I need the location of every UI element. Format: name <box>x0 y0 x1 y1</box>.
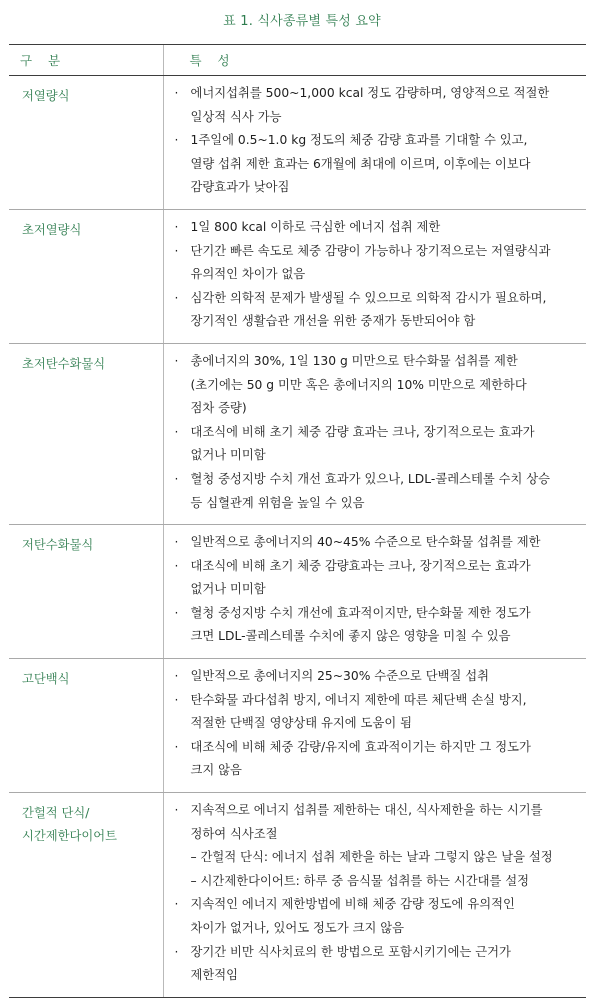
row-category <box>9 343 163 524</box>
item-text-line: 에너지섭취를 500~1,000 kcal 정도 감량하며, 영양적으로 적절한 <box>190 86 550 100</box>
table-body <box>9 76 586 998</box>
category-label-line: 초저탄수화물식 <box>22 356 106 371</box>
item-text-line: 등 심혈관계 위험을 높일 수 있음 <box>190 495 365 510</box>
bullet-icon: · <box>174 290 179 305</box>
list-item <box>164 240 583 287</box>
item-text-line: 혈청 중성지방 수치 개선 효과가 있으나, LDL-콜레스테롤 수치 상승 <box>190 471 551 486</box>
bullet-icon: · <box>174 739 179 754</box>
list-item <box>164 468 583 515</box>
item-text-line: 지속적으로 에너지 섭취를 제한하는 대신, 식사제한을 하는 시기를 <box>190 803 543 818</box>
characteristics-list <box>164 799 583 988</box>
item-text-line: 유의적인 차이가 없음 <box>190 267 306 282</box>
row-characteristics <box>163 209 586 343</box>
characteristics-list <box>164 350 583 515</box>
list-item <box>164 799 583 893</box>
list-item <box>164 129 583 200</box>
item-text-line: 크지 않음 <box>190 763 242 778</box>
table-row <box>9 343 586 524</box>
row-characteristics <box>163 525 586 659</box>
item-text-line: 크면 LDL-콜레스테롤 수치에 좋지 않은 영향을 미칠 수 있음 <box>190 629 511 644</box>
bullet-icon: · <box>174 897 179 912</box>
item-text-line: – 간헐적 단식: 에너지 섭취 제한을 하는 날과 그렇지 않은 날을 설정 <box>190 850 553 865</box>
list-item <box>164 82 583 129</box>
item-text-line: 일반적으로 총에너지의 40~45% 수준으로 탄수화물 섭취를 제한 <box>190 535 541 550</box>
item-text-line: 총에너지의 30%, 1일 130 g 미만으로 탄수화물 섭취를 제한 <box>190 353 518 368</box>
item-text-line: 점차 증량) <box>190 401 247 416</box>
table-row <box>9 76 586 210</box>
category-label-line: 초저열량식 <box>22 222 82 237</box>
list-item <box>164 421 583 468</box>
item-text-line: 장기적인 생활습관 개선을 위한 중재가 동반되어야 함 <box>190 314 476 329</box>
characteristics-list <box>164 531 583 649</box>
item-text-line: 제한적임 <box>190 968 239 983</box>
bullet-icon: · <box>174 471 179 486</box>
row-category <box>9 659 163 793</box>
row-category <box>9 209 163 343</box>
bullet-icon: · <box>174 243 179 258</box>
table-row <box>9 525 586 659</box>
characteristics-list <box>164 216 583 334</box>
row-category <box>9 793 163 998</box>
table-header-row <box>9 45 586 76</box>
item-text-line: 지속적인 에너지 제한방법에 비해 체중 감량 정도에 유의적인 <box>190 897 515 912</box>
bullet-icon: · <box>174 219 179 234</box>
item-text-line: 없거나 미미함 <box>190 582 266 597</box>
item-text-line: 심각한 의학적 문제가 발생될 수 있으므로 의학적 감시가 필요하며, <box>190 290 547 305</box>
list-item <box>164 602 583 649</box>
row-characteristics <box>163 793 586 998</box>
list-item <box>164 893 583 940</box>
list-item <box>164 689 583 736</box>
row-characteristics <box>163 343 586 524</box>
list-item <box>164 350 583 421</box>
item-text-line: 대조식에 비해 초기 체중 감량효과는 크나, 장기적으로는 효과가 <box>190 558 531 573</box>
item-text-line: 대조식에 비해 초기 체중 감량 효과는 크나, 장기적으로는 효과가 <box>190 424 535 439</box>
item-text-line: 정하여 식사조절 <box>190 826 278 841</box>
item-text-line: 열량 섭취 제한 효과는 6개월에 최대에 이르며, 이후에는 이보다 <box>190 156 531 171</box>
category-label-line: 간헐적 단식/ <box>22 806 90 821</box>
item-text-line: 대조식에 비해 체중 감량/유지에 효과적이기는 하지만 그 정도가 <box>190 739 531 754</box>
bullet-icon: · <box>174 86 179 100</box>
bullet-icon: · <box>174 558 179 573</box>
bullet-icon: · <box>174 353 179 368</box>
item-text-line: 단기간 빠른 속도로 체중 감량이 가능하나 장기적으로는 저열량식과 <box>190 243 551 258</box>
item-text-line: 적절한 단백질 영양상태 유지에 도움이 됨 <box>190 716 412 731</box>
table-row <box>9 209 586 343</box>
table-row <box>9 659 586 793</box>
header-characteristics: 특 성 <box>163 45 586 76</box>
item-text-line: (초기에는 50 g 미만 혹은 총에너지의 10% 미만으로 제한하다 <box>190 377 527 392</box>
row-characteristics <box>163 76 586 210</box>
bullet-icon: · <box>174 605 179 620</box>
characteristics-list <box>164 665 583 783</box>
row-category <box>9 525 163 659</box>
item-text-line: 혈청 중성지방 수치 개선에 효과적이지만, 탄수화물 제한 정도가 <box>190 605 531 620</box>
table-title: 표 1. 식사종류별 특성 요약 <box>223 14 381 29</box>
bullet-icon: · <box>174 944 179 959</box>
header-category: 구 분 <box>9 45 163 76</box>
characteristics-list <box>164 82 583 200</box>
list-item <box>164 736 583 783</box>
list-item <box>164 216 583 240</box>
category-label-line: 저탄수화물식 <box>22 538 94 553</box>
item-text-line: 일상적 식사 가능 <box>190 109 282 124</box>
item-text-line: 장기간 비만 식사치료의 한 방법으로 포함시키기에는 근거가 <box>190 944 511 959</box>
item-text-line: 1주일에 0.5~1.0 kg 정도의 체중 감량 효과를 기대할 수 있고, <box>190 133 528 148</box>
item-text-line: 차이가 없거나, 있어도 정도가 크지 않음 <box>190 921 405 935</box>
item-text-line: 없거나 미미함 <box>190 448 266 463</box>
item-text-line: 1일 800 kcal 이하로 극심한 에너지 섭취 제한 <box>190 219 441 234</box>
bullet-icon: · <box>174 535 179 550</box>
list-item <box>164 287 583 334</box>
list-item <box>164 665 583 689</box>
list-item <box>164 531 583 555</box>
category-label-line: 고단백식 <box>22 672 70 687</box>
item-text-line: 감량효과가 낮아짐 <box>190 180 290 195</box>
bullet-icon: · <box>174 803 179 818</box>
table-row <box>9 793 586 998</box>
category-label-line: 저열량식 <box>22 89 70 103</box>
item-text-line: 일반적으로 총에너지의 25~30% 수준으로 단백질 섭취 <box>190 669 490 684</box>
item-text-line: – 시간제한다이어트: 하루 중 음식물 섭취를 하는 시간대를 설정 <box>190 873 530 888</box>
list-item <box>164 555 583 602</box>
category-label-line: 시간제한다이어트 <box>22 829 118 844</box>
bullet-icon: · <box>174 669 179 684</box>
item-text-line: 탄수화물 과다섭취 방지, 에너지 제한에 따른 체단백 손실 방지, <box>190 692 527 707</box>
row-characteristics <box>163 659 586 793</box>
bullet-icon: · <box>174 424 179 439</box>
bullet-icon: · <box>174 133 179 148</box>
row-category <box>9 76 163 210</box>
bullet-icon: · <box>174 692 179 707</box>
diet-characteristics-table <box>9 44 586 998</box>
